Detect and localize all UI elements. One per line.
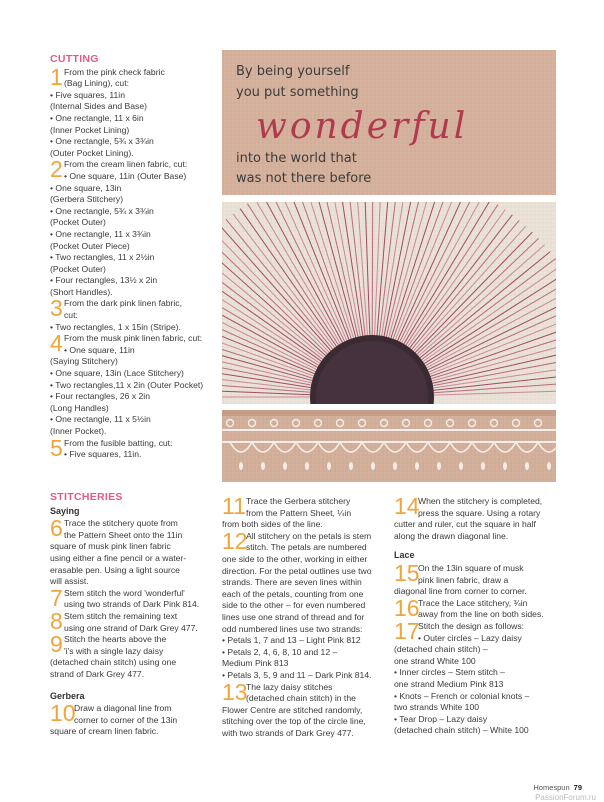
step-line: (Pocket Outer Piece) xyxy=(50,240,130,251)
step-number: 8 xyxy=(50,607,63,634)
step-line: All stitchery on the petals is stem xyxy=(246,530,372,541)
step-line: • One square, 13in xyxy=(50,182,122,193)
step-line: 'i's with a single lazy daisy xyxy=(64,645,164,656)
step-line: Trace the Lace stitchery, ¾in xyxy=(418,597,528,608)
step-line: From the fusible batting, cut: xyxy=(64,437,173,448)
step-line: direction. For the petal outlines use two xyxy=(222,565,372,576)
step-number: 6 xyxy=(50,515,63,542)
lace-tear-drop xyxy=(503,462,507,470)
step-line: (Saying Stitchery) xyxy=(50,356,118,367)
step-line: the Pattern Sheet onto the 11in xyxy=(64,529,183,540)
petal-stitch-line xyxy=(372,202,373,337)
lace-tear-drop xyxy=(437,462,441,470)
quote-line-4: was not there before xyxy=(236,171,372,186)
step-line: • One rectangle, 11 x 5½in xyxy=(50,414,151,425)
step-line: (detached chain stitch) in the xyxy=(246,693,356,704)
step-line: (detached chain stitch) – xyxy=(394,644,488,655)
step-7 xyxy=(50,584,215,611)
step-line: erasable pen. Using a light source xyxy=(50,564,180,575)
cutting-heading: CUTTING xyxy=(50,53,99,65)
step-line: The lazy daisy stitches xyxy=(246,681,333,692)
step-line: Stitch the design as follows: xyxy=(418,620,525,631)
step-line: • Two rectangles, 11 x 2½in xyxy=(50,252,155,263)
step-9 xyxy=(50,631,215,680)
step-line: (Short Handles). xyxy=(50,286,113,297)
quote-word: wonderful xyxy=(256,106,469,147)
step-4 xyxy=(50,330,215,437)
step-number: 2 xyxy=(50,156,63,183)
step-line: From the musk pink linen fabric, cut: xyxy=(64,333,203,344)
lace-tear-drop xyxy=(327,462,331,470)
step-number: 9 xyxy=(50,631,63,658)
lace-tear-drop xyxy=(371,462,375,470)
step-number: 16 xyxy=(394,594,420,621)
step-14 xyxy=(394,493,564,542)
step-line: (Bag Lining), cut: xyxy=(64,78,129,89)
step-line: stitching over the top of the circle line, xyxy=(222,716,366,727)
step-number: 12 xyxy=(222,527,248,554)
stitcheries-heading: STITCHERIES xyxy=(50,491,123,503)
lace-tear-drop xyxy=(415,462,419,470)
step-line: When the stitchery is completed, xyxy=(418,496,543,506)
step-line: • One rectangle, 11 x 3¾in xyxy=(50,228,151,239)
step-line: • Inner circles – Stem stitch – xyxy=(394,667,505,678)
step-number: 15 xyxy=(394,559,420,586)
step-17 xyxy=(394,617,564,737)
step-line: (Long Handles) xyxy=(50,402,109,413)
cutting-column xyxy=(50,54,215,461)
step-line: one strand White 100 xyxy=(394,655,476,666)
quote-line-1: By being yourself xyxy=(236,64,350,79)
step-line: On the 13in square of musk xyxy=(418,562,524,573)
step-line: square of musk pink linen fabric xyxy=(50,541,171,552)
quote-line-2: you put something xyxy=(236,85,359,100)
lace-tear-drop xyxy=(459,462,463,470)
step-line: (detached chain stitch) using one xyxy=(50,657,177,668)
step-line: each of the petals, counting from one xyxy=(222,588,364,599)
step-line: Stem stitch the remaining text xyxy=(64,610,178,621)
step-line: using two strands of Dark Pink 814. xyxy=(64,599,200,610)
step-line: strands. There are seven lines within xyxy=(222,577,362,588)
step-13 xyxy=(222,678,392,740)
step-line: Flower Centre are stitched randomly, xyxy=(222,704,363,715)
stitcheries-column xyxy=(50,492,215,738)
lace-steps xyxy=(394,559,564,737)
step-line: (Gerbera Stitchery) xyxy=(50,194,124,205)
step-line: • Two rectangles, 1 x 15in (Stripe). xyxy=(50,321,181,332)
step-1 xyxy=(50,63,215,160)
step-line: • One rectangle, 5¾ x 3¾in xyxy=(50,136,154,147)
gerbera-stitchery-photo xyxy=(222,202,556,404)
lace-tear-drop xyxy=(349,462,353,470)
middle-column xyxy=(222,493,392,739)
step-line: • Two rectangles,11 x 2in (Outer Pocket) xyxy=(50,379,204,390)
step-line: Stem stitch the word 'wonderful' xyxy=(64,587,185,598)
lace-tear-drop xyxy=(481,462,485,470)
lace-tear-drop xyxy=(547,462,551,470)
step-line: one strand Medium Pink 813 xyxy=(394,678,504,689)
step-line: Medium Pink 813 xyxy=(222,658,289,669)
quote-stitchery-photo xyxy=(222,50,556,195)
lace-tear-drop xyxy=(283,462,287,470)
step-10 xyxy=(50,700,215,738)
saying-steps xyxy=(50,515,215,680)
step-line: (Pocket Outer) xyxy=(50,217,106,228)
step-line: (detached chain stitch) – White 100 xyxy=(394,725,529,736)
step-number: 14 xyxy=(394,493,420,519)
step-line: Stitch the hearts above the xyxy=(64,634,167,645)
step-line: side to the other – for even numbered xyxy=(222,600,366,611)
step-line: along the drawn diagonal line. xyxy=(394,530,509,541)
step-line: cutter and ruler, cut the square in half xyxy=(394,519,536,530)
step-line: (Outer Pocket Lining). xyxy=(50,147,134,158)
step-line: • One square, 13in (Lace Stitchery) xyxy=(50,368,184,379)
step-line: (Internal Sides and Base) xyxy=(50,101,147,112)
quote-line-3: into the world that xyxy=(236,151,357,166)
lace-tear-drop xyxy=(239,462,243,470)
step-line: two strands White 100 xyxy=(394,702,480,713)
saying-heading: Saying xyxy=(50,505,80,516)
lace-tear-drop xyxy=(261,462,265,470)
step-number: 13 xyxy=(222,678,248,705)
col2-steps xyxy=(222,493,392,739)
step-line: • Petals 3, 5, 9 and 11 – Dark Pink 814. xyxy=(222,669,372,680)
step-line: from the Pattern Sheet, ¼in xyxy=(246,507,352,518)
step-2 xyxy=(50,156,215,298)
step-line: pink linen fabric, draw a xyxy=(418,574,509,585)
step-line: (Inner Pocket Lining) xyxy=(50,124,130,135)
step-line: press the square. Using a rotary xyxy=(418,507,541,518)
col3-steps xyxy=(394,493,564,542)
step-line: • One square, 11in xyxy=(64,344,135,355)
step-line: From the pink check fabric xyxy=(64,66,165,77)
step-line: one side to the other, working in either xyxy=(222,553,368,564)
step-line: • Petals 1, 7 and 13 – Light Pink 812 xyxy=(222,635,361,646)
step-8 xyxy=(50,607,215,634)
step-line: will assist. xyxy=(50,576,89,587)
step-line: from both sides of the line. xyxy=(222,519,323,530)
gerbera-heading: Gerbera xyxy=(50,690,85,701)
step-line: • Knots – French or colonial knots – xyxy=(394,690,530,701)
step-number: 4 xyxy=(50,330,63,357)
step-line: Trace the stitchery quote from xyxy=(64,518,178,529)
step-line: From the cream linen fabric, cut: xyxy=(64,159,188,170)
step-line: • One square, 11in (Outer Base) xyxy=(64,170,187,181)
lace-tear-drop xyxy=(525,462,529,470)
step-line: (Pocket Outer) xyxy=(50,263,106,274)
step-6 xyxy=(50,515,215,588)
step-number: 1 xyxy=(50,63,63,90)
lace-tear-drop xyxy=(305,462,309,470)
step-line: • Five squares, 11in. xyxy=(64,449,142,460)
step-line: (Inner Pocket). xyxy=(50,426,107,436)
gerbera-stitchery-image xyxy=(222,202,556,404)
step-11 xyxy=(222,493,392,531)
step-line: Trace the Gerbera stitchery xyxy=(246,496,351,506)
step-line: strand of Dark Grey 477. xyxy=(50,668,145,679)
step-line: cut: xyxy=(64,310,78,321)
lace-heading: Lace xyxy=(394,550,415,561)
lace-stitchery-photo xyxy=(222,410,556,482)
lace-stitchery-image xyxy=(222,410,556,482)
step-line: stitch. The petals are numbered xyxy=(246,542,367,553)
step-line: • One rectangle, 11 x 6in xyxy=(50,112,144,123)
page-number: 79 xyxy=(573,783,582,792)
step-line: • Four rectangles, 26 x 2in xyxy=(50,391,150,402)
step-line: with two strands of Dark Grey 477. xyxy=(222,727,354,738)
step-number: 3 xyxy=(50,295,63,322)
step-number: 10 xyxy=(50,700,76,727)
lace-tear-drop xyxy=(393,462,397,470)
step-number: 17 xyxy=(394,617,420,644)
step-line: corner to corner of the 13in xyxy=(74,714,178,725)
step-line: using one strand of Dark Grey 477. xyxy=(64,622,198,633)
gerbera-steps xyxy=(50,700,215,738)
step-line: • Outer circles – Lazy daisy xyxy=(418,632,522,643)
step-line: odd numbered lines use two strands: xyxy=(222,623,363,634)
step-12 xyxy=(222,527,392,682)
step-3 xyxy=(50,295,215,333)
quote-stitchery-image xyxy=(222,50,556,195)
step-line: lines use one strand of thread and for xyxy=(222,611,365,622)
page-footer xyxy=(533,783,582,792)
step-line: • Four rectangles, 13½ x 2in xyxy=(50,275,158,286)
step-line: • One rectangle, 5¾ x 3¾in xyxy=(50,205,154,216)
magazine-name: Homespun xyxy=(533,783,570,792)
watermark: PassionForum.ru xyxy=(535,793,596,802)
step-15 xyxy=(394,559,564,598)
step-line: away from the line on both sides. xyxy=(418,609,544,620)
step-number: 7 xyxy=(50,584,63,611)
step-line: • Tear Drop – Lazy daisy xyxy=(394,713,488,724)
step-5 xyxy=(50,434,215,461)
step-line: • Petals 2, 4, 6, 8, 10 and 12 – xyxy=(222,646,338,657)
step-number: 11 xyxy=(222,493,246,519)
step-line: using either a fine pencil or a water- xyxy=(50,552,187,563)
step-line: • Five squares, 11in xyxy=(50,89,125,100)
right-column xyxy=(394,493,564,737)
step-line: diagonal line from corner to corner. xyxy=(394,586,527,597)
cutting-steps xyxy=(50,63,215,461)
step-line: square of cream linen fabric. xyxy=(50,726,159,737)
step-number: 5 xyxy=(50,434,63,461)
step-line: From the dark pink linen fabric, xyxy=(64,298,182,309)
step-line: Draw a diagonal line from xyxy=(74,703,172,714)
